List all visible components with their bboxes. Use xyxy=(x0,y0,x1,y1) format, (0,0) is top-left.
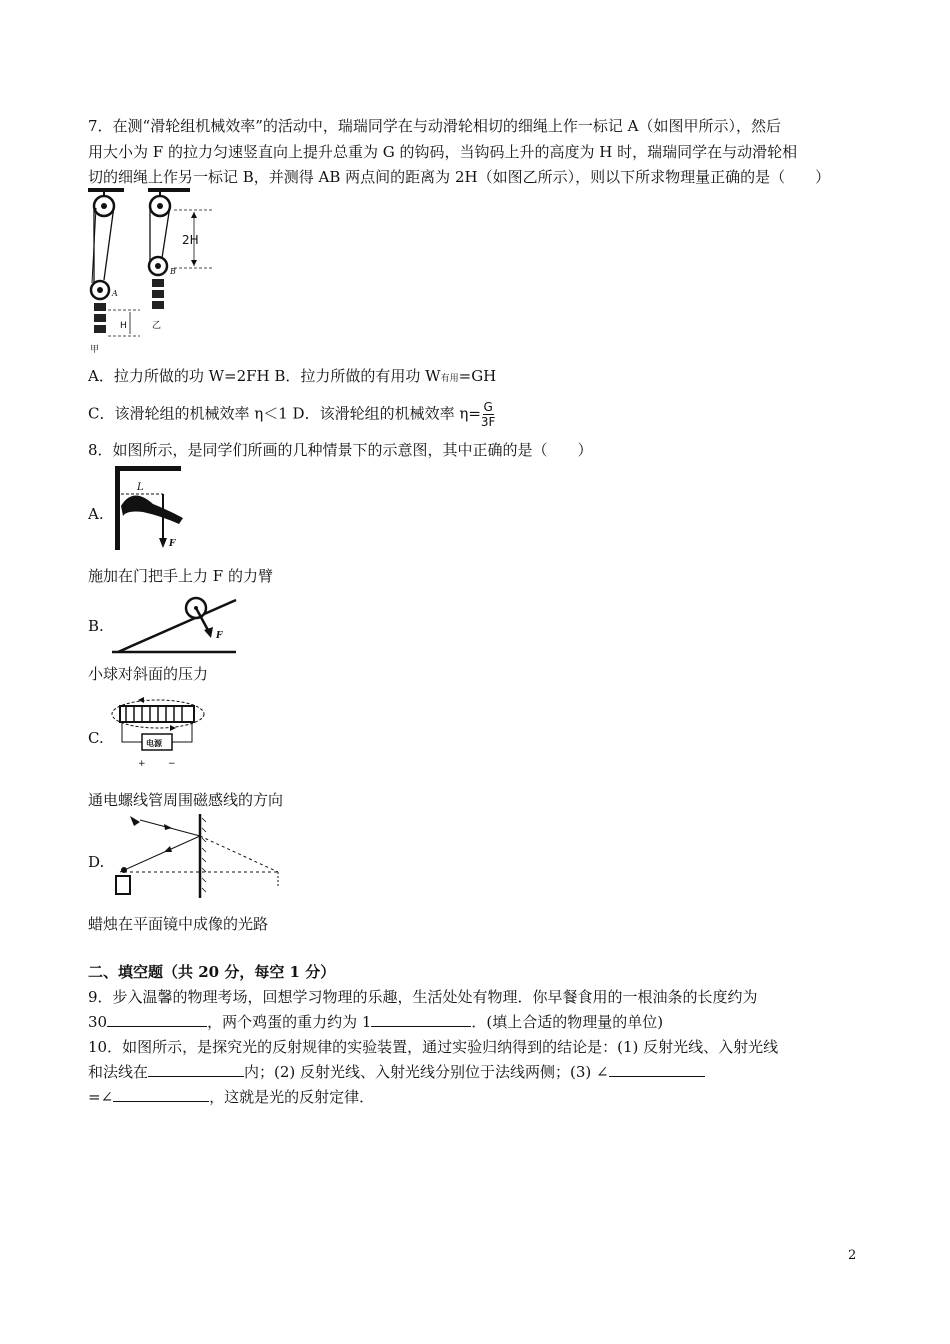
mirror-candle-figure xyxy=(112,812,282,900)
q7-option-b-end: =GH xyxy=(458,367,497,385)
q8-stem: 8．如图所示，是同学们所画的几种情景下的示意图，其中正确的是（ ） xyxy=(88,441,593,459)
q10-line3 xyxy=(88,1087,374,1107)
q10-text-a: 和法线在 xyxy=(88,1063,149,1081)
q7-pulley-figure xyxy=(82,188,232,358)
label-jia: 甲 xyxy=(90,345,100,355)
q9-value-30: 30 xyxy=(88,1013,108,1031)
q8-option-d-label: D. xyxy=(88,853,105,871)
q7-option-c: C．该滑轮组的机械效率 η＜1 D．该滑轮组的机械效率 η= xyxy=(88,404,481,423)
label-h: H xyxy=(120,321,127,331)
q10-text-b: 内；(2) 反射光线、入射光线分别位于法线两侧；(3) ∠ xyxy=(244,1063,609,1081)
q8-option-c-caption: 通电螺线管周围磁感线的方向 xyxy=(88,791,284,809)
q7-options-ab xyxy=(88,366,496,389)
solenoid-figure xyxy=(108,694,208,778)
q10-text-c: =∠ xyxy=(88,1088,114,1106)
q9-blank-2[interactable] xyxy=(371,1012,471,1027)
q8-option-d-caption: 蜡烛在平面镜中成像的光路 xyxy=(88,915,269,933)
q7-option-a: A．拉力所做的功 W=2FH B．拉力所做的有用功 W xyxy=(88,367,441,385)
section-2-title: 二、填空题（共 20 分，每空 1 分） xyxy=(88,963,336,981)
q10-line2 xyxy=(88,1062,705,1082)
minus-sign: − xyxy=(168,759,176,769)
q8-option-b-label: B. xyxy=(88,617,104,635)
fraction-denominator: 3F xyxy=(480,415,496,429)
label-2h: 2H xyxy=(182,233,199,247)
q10-line1: 10．如图所示，是探究光的反射规律的实验装置，通过实验归纳得到的结论是：(1) 反射光线、入射光线 xyxy=(88,1038,779,1056)
q8-option-a-label: A. xyxy=(88,505,104,523)
q9-mid-text: ，两个鸡蛋的重力约为 1 xyxy=(207,1013,372,1031)
label-yi: 乙 xyxy=(152,321,162,331)
label-b: B xyxy=(170,267,176,276)
label-f-b: F xyxy=(216,631,223,641)
fraction-numerator: G xyxy=(483,400,493,414)
q7-stem-line2: 用大小为 F 的拉力匀速竖直向上提升总重为 G 的钩码，当钩码上升的高度为 H 时，瑞瑞同学在与动滑轮相 xyxy=(88,143,798,161)
q10-text-d: ，这就是光的反射定律． xyxy=(209,1088,375,1106)
q7-option-d-fraction xyxy=(481,400,496,429)
incline-ball-figure xyxy=(112,596,238,656)
q7-stem-line3: 切的细绳上作另一标记 B，并测得 AB 两点间的距离为 2H（如图乙所示），则以下所求物理量正确的是（ ） xyxy=(88,168,831,186)
q8-option-a-caption: 施加在门把手上力 F 的力臂 xyxy=(88,567,273,585)
label-f: F xyxy=(169,539,176,549)
label-l: L xyxy=(137,482,144,493)
q9-line2 xyxy=(88,1012,663,1032)
q8-option-b-caption: 小球对斜面的压力 xyxy=(88,665,209,683)
plus-sign: + xyxy=(138,759,146,769)
q9-end-text: ．(填上合适的物理量的单位) xyxy=(471,1013,664,1031)
q7-stem-line1: 7．在测“滑轮组机械效率”的活动中，瑞瑞同学在与动滑轮相切的细绳上作一标记 A（如图甲所示），然后 xyxy=(88,117,781,135)
q10-blank-1[interactable] xyxy=(148,1062,244,1077)
page-number: 2 xyxy=(848,1248,857,1263)
door-handle-figure xyxy=(113,466,193,550)
q9-line1: 9．步入温馨的物理考场，回想学习物理的乐趣，生活处处有物理．你早餐食用的一根油条的长度约为 xyxy=(88,988,758,1006)
power-source-label: 电源 xyxy=(146,739,162,748)
q7-options-cd xyxy=(88,400,495,429)
q7-option-b-subscript: 有用 xyxy=(440,374,459,384)
q9-blank-1[interactable] xyxy=(107,1012,207,1027)
q10-blank-3[interactable] xyxy=(113,1087,209,1102)
q8-option-c-label: C. xyxy=(88,729,104,747)
label-a: A xyxy=(112,289,118,298)
q10-blank-2[interactable] xyxy=(609,1062,705,1077)
